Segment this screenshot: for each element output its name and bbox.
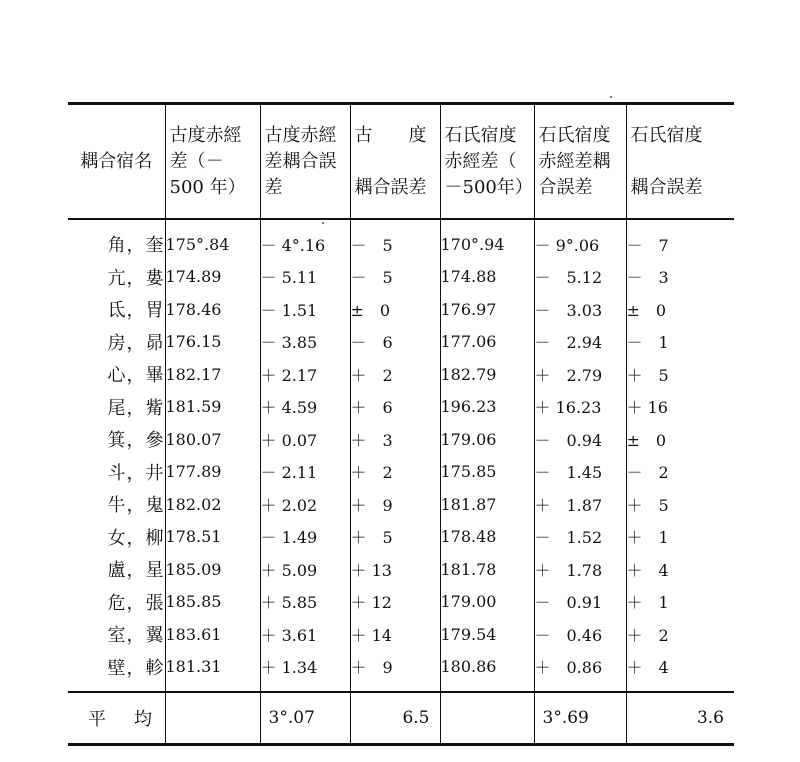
value-cell: ＋ 16 [626, 391, 734, 424]
table-row [68, 651, 734, 693]
header-line: 古度赤經 [169, 124, 242, 146]
value-cell: 182.02 [165, 488, 260, 521]
value-cell: － 3 [626, 261, 734, 294]
value-cell: － 1.49 [260, 521, 350, 554]
average-row [68, 692, 734, 745]
header-line: 差 [264, 176, 283, 198]
value-cell: 181.59 [165, 391, 260, 424]
value-cell: ＋ 0.86 [534, 651, 626, 693]
lodge-pair-cell: 斗，井 [107, 462, 165, 484]
table-row [68, 423, 734, 456]
table-row [68, 488, 734, 521]
value-cell: － 1 [626, 326, 734, 359]
value-cell: 181.78 [440, 553, 534, 586]
average-label: 平均 [88, 709, 180, 730]
header-ancient-ra-coupling-error [260, 104, 350, 220]
value-cell: － 5 [350, 219, 440, 261]
header-line: 石氏宿度 [538, 124, 611, 146]
header-ancient-ra-diff [165, 104, 260, 220]
value-cell: － 1.45 [534, 456, 626, 489]
value-cell: ＋ 14 [350, 618, 440, 651]
value-cell: 174.89 [165, 261, 260, 294]
header-line: 耦合誤差 [630, 176, 703, 198]
value-cell: 174.88 [440, 261, 534, 294]
table-row [68, 391, 734, 424]
header-line: 差（－ [169, 150, 224, 172]
lodge-pair-cell: 壁，軫 [107, 657, 165, 679]
value-cell: 178.51 [165, 521, 260, 554]
value-cell: － 6 [350, 326, 440, 359]
value-cell: ± 0 [626, 423, 734, 456]
value-cell: ＋ 5 [626, 358, 734, 391]
lodge-pair-cell: 箕，參 [107, 430, 165, 452]
value-cell: ＋ 1.87 [534, 488, 626, 521]
value-cell: 177.89 [165, 456, 260, 489]
value-cell: 185.09 [165, 553, 260, 586]
value-cell: ＋ 1.78 [534, 553, 626, 586]
header-line: 石氏宿度 [444, 124, 517, 146]
average-cell: 3°.69 [534, 692, 626, 745]
value-cell: 176.15 [165, 326, 260, 359]
value-cell: ＋ 5.09 [260, 553, 350, 586]
header-line: 耦合宿名 [80, 150, 153, 172]
value-cell: 181.31 [165, 651, 260, 693]
value-cell: － 5.12 [534, 261, 626, 294]
lodge-pair-cell: 亢，婁 [107, 267, 165, 289]
value-cell: ＋ 4 [626, 651, 734, 693]
value-cell: ＋ 3 [350, 423, 440, 456]
average-cell: 3.6 [626, 692, 734, 745]
value-cell: 182.17 [165, 358, 260, 391]
header-line: 耦合誤差 [354, 176, 427, 198]
value-cell: ± 0 [626, 293, 734, 326]
value-cell: － 3.03 [534, 293, 626, 326]
value-cell: ＋ 2 [350, 358, 440, 391]
value-cell: ＋ 1 [626, 521, 734, 554]
lodge-pair-cell: 室，翼 [107, 625, 165, 647]
value-cell: － 9°.06 [534, 219, 626, 261]
lodge-pair-cell: 盧，星 [107, 560, 165, 582]
value-cell: － 0.91 [534, 586, 626, 619]
value-cell: 179.54 [440, 618, 534, 651]
lodge-pair-cell: 尾，觜 [107, 397, 165, 419]
value-cell: ＋ 5 [350, 521, 440, 554]
value-cell: ＋ 6 [350, 391, 440, 424]
table-row [68, 358, 734, 391]
header-line: 古度赤經 [264, 124, 337, 146]
lodge-pair-cell: 牛，鬼 [107, 495, 165, 517]
value-cell: ± 0 [350, 293, 440, 326]
value-cell: － 7 [626, 219, 734, 261]
value-cell: 177.06 [440, 326, 534, 359]
value-cell: 182.79 [440, 358, 534, 391]
print-speck [610, 96, 612, 98]
value-cell: ＋ 4.59 [260, 391, 350, 424]
value-cell: ＋ 2 [350, 456, 440, 489]
value-cell: ＋ 1.34 [260, 651, 350, 693]
value-cell: 185.85 [165, 586, 260, 619]
value-cell: ＋ 2.79 [534, 358, 626, 391]
table-row [68, 293, 734, 326]
header-shi-ra-diff [440, 104, 534, 220]
value-cell: － 5.11 [260, 261, 350, 294]
lodge-pair-cell: 心，畢 [107, 365, 165, 387]
value-cell: ＋ 1 [626, 586, 734, 619]
header-ancient-coupling-error [350, 104, 440, 220]
value-cell: ＋ 9 [350, 651, 440, 693]
value-cell: ＋ 12 [350, 586, 440, 619]
value-cell: － 4°.16 [260, 219, 350, 261]
value-cell: ＋ 0.07 [260, 423, 350, 456]
value-cell: 178.48 [440, 521, 534, 554]
header-shi-ra-coupling-error [534, 104, 626, 220]
header-line [355, 149, 440, 175]
average-cell: 6.5 [350, 692, 440, 745]
value-cell: 175.85 [440, 456, 534, 489]
value-cell: ＋ 2.17 [260, 358, 350, 391]
lodge-pair-cell: 危，張 [107, 592, 165, 614]
value-cell: 180.07 [165, 423, 260, 456]
table-row [68, 618, 734, 651]
value-cell: 178.46 [165, 293, 260, 326]
lodge-pair-cell: 女，柳 [107, 527, 165, 549]
average-cell [440, 692, 534, 745]
value-cell: ＋ 5 [626, 488, 734, 521]
table-row [68, 586, 734, 619]
value-cell: 183.61 [165, 618, 260, 651]
table-row [68, 261, 734, 294]
value-cell: ＋ 3.61 [260, 618, 350, 651]
value-cell: 176.97 [440, 293, 534, 326]
table-row [68, 219, 734, 261]
header-line: 石氏宿度 [630, 124, 703, 146]
value-cell: ＋ 2.02 [260, 488, 350, 521]
table-body [68, 219, 734, 692]
value-cell: － 1.51 [260, 293, 350, 326]
value-cell: 180.86 [440, 651, 534, 693]
header-row [68, 104, 734, 220]
header-line: －500年） [444, 176, 533, 198]
value-cell: 175°.84 [165, 219, 260, 261]
header-line: 赤經差耦 [538, 150, 611, 172]
value-cell: － 3.85 [260, 326, 350, 359]
value-cell: － 5 [350, 261, 440, 294]
value-cell: ＋ 16.23 [534, 391, 626, 424]
table-row [68, 456, 734, 489]
value-cell: ＋ 5.85 [260, 586, 350, 619]
lodge-pair-cell: 氐，胃 [107, 300, 165, 322]
value-cell: 179.00 [440, 586, 534, 619]
table-row [68, 553, 734, 586]
value-cell: － 2 [626, 456, 734, 489]
value-cell: － 0.94 [534, 423, 626, 456]
header-line: 差耦合誤 [264, 150, 337, 172]
value-cell: ＋ 2 [626, 618, 734, 651]
value-cell: ＋ 4 [626, 553, 734, 586]
header-line: 赤經差（ [444, 150, 517, 172]
coupling-error-table [68, 102, 734, 746]
lodge-pair-cell: 角，奎 [107, 235, 165, 257]
lodge-pair-cell: 房，昴 [107, 332, 165, 354]
value-cell: 196.23 [440, 391, 534, 424]
header-line: 500 年） [169, 176, 246, 198]
table-row [68, 521, 734, 554]
value-cell: － 1.52 [534, 521, 626, 554]
value-cell: 181.87 [440, 488, 534, 521]
table-row [68, 326, 734, 359]
value-cell: － 2.94 [534, 326, 626, 359]
value-cell: 170°.94 [440, 219, 534, 261]
header-line [631, 149, 735, 175]
value-cell: 179.06 [440, 423, 534, 456]
value-cell: － 2.11 [260, 456, 350, 489]
header-line: 古 度 [354, 124, 427, 146]
average-cell: 3°.07 [260, 692, 350, 745]
header-coupled-lodge-name [68, 104, 165, 220]
header-line: 合誤差 [538, 176, 593, 198]
value-cell: － 0.46 [534, 618, 626, 651]
value-cell: ＋ 9 [350, 488, 440, 521]
header-shi-coupling-error [626, 104, 734, 220]
value-cell: ＋ 13 [350, 553, 440, 586]
